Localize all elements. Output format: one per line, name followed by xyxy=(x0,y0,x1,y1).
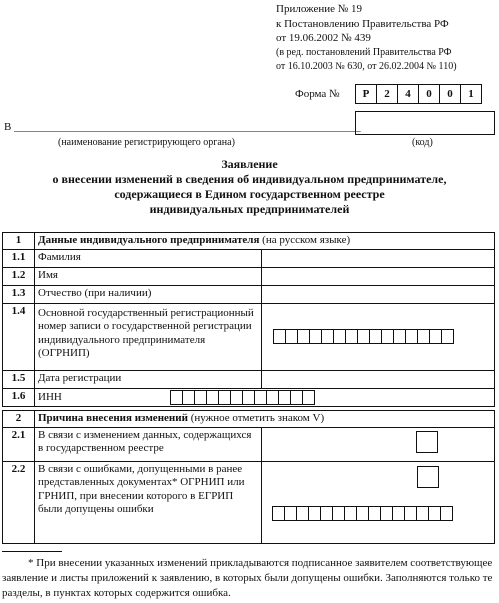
reason-change-checkbox[interactable] xyxy=(416,431,438,453)
header-line: от 19.06.2002 № 439 xyxy=(276,32,371,44)
ogrnip-cells[interactable] xyxy=(274,329,491,344)
header-line: (в ред. постановлений Правительства РФ xyxy=(276,46,452,58)
registering-organ-caption: (наименование регистрирующего органа) xyxy=(58,137,235,148)
name-input[interactable] xyxy=(262,267,495,285)
row-label: Имя xyxy=(35,267,262,285)
section-number: 2 xyxy=(3,411,35,428)
header-line: от 16.10.2003 № 630, от 26.02.2004 № 110) xyxy=(276,60,457,72)
document-title xyxy=(0,157,499,217)
registration-date-input[interactable] xyxy=(262,370,495,388)
reason-change-cell xyxy=(262,427,495,461)
row-label: ИНН xyxy=(38,390,62,403)
row-number: 2.2 xyxy=(3,461,35,543)
patronymic-input[interactable] xyxy=(262,285,495,303)
reason-error-checkbox-wrap xyxy=(265,466,491,493)
row-number: 1.2 xyxy=(3,267,35,285)
title-line: о внесении изменений в сведения об индивидуальном предпринимателе, xyxy=(52,172,447,186)
surname-input[interactable] xyxy=(262,249,495,267)
section-heading-bold: Причина внесения изменений xyxy=(38,412,188,424)
grnip-cells[interactable] xyxy=(273,506,491,521)
row-number: 1.6 xyxy=(3,388,35,406)
section-heading-note: (нужное отметить знаком V) xyxy=(187,412,325,424)
header-line: к Постановлению Правительства РФ xyxy=(276,17,449,30)
footnote: * При внесении указанных изменений прикладываются подписанное заявителем соответствующее заявление и листы приложений к заявлению, в которых были допущены ошибки. Заполняются только те разделы, в пунктах которых содержится ошибка. xyxy=(2,557,493,599)
form-number-label: Форма № xyxy=(295,88,340,100)
section-number: 1 xyxy=(3,233,35,250)
row-label: В связи с ошибками, допущенными в ранее представленных документах* ОГРНИП или ГРНИП, при внесении которого в ЕГРИП были допущены ошибки xyxy=(35,461,262,543)
form-code-cell: 4 xyxy=(397,84,419,104)
title-line: содержащиеся в Едином государственном реестре xyxy=(114,187,385,201)
form-code-cell: 0 xyxy=(439,84,461,104)
form-code-cell: 2 xyxy=(376,84,398,104)
section-heading-note: (на русском языке) xyxy=(259,234,351,246)
registering-organ-field[interactable]: В _______________________________________________________________ xyxy=(4,121,361,133)
row-label: Дата регистрации xyxy=(35,370,262,388)
footnote-divider xyxy=(2,551,62,552)
title-line: индивидуальных предпринимателей xyxy=(149,202,350,216)
row-number: 1.3 xyxy=(3,285,35,303)
reason-error-cell xyxy=(262,461,495,543)
section-2-table xyxy=(2,410,495,544)
form-code-cell: 1 xyxy=(460,84,482,104)
inn-cells[interactable] xyxy=(171,390,315,405)
inn-row xyxy=(35,388,495,406)
row-label: Основной государственный регистрационный номер записи о государственной регистрации индивидуального предпринимателя (ОГРНИП) xyxy=(35,303,262,370)
section-heading xyxy=(35,411,495,428)
row-number: 1.4 xyxy=(3,303,35,370)
section-heading-bold: Данные индивидуального предпринимателя xyxy=(38,234,260,246)
row-number: 1.5 xyxy=(3,370,35,388)
organ-code-caption: (код) xyxy=(412,137,433,148)
form-number-cells xyxy=(356,84,482,104)
organ-code-field[interactable] xyxy=(355,111,495,135)
ogrnip-input[interactable] xyxy=(262,303,495,370)
header-line: Приложение № 19 xyxy=(276,3,363,15)
title-line: Заявление xyxy=(221,157,278,171)
row-number: 2.1 xyxy=(3,427,35,461)
form-code-cell: 0 xyxy=(418,84,440,104)
row-label: Отчество (при наличии) xyxy=(35,285,262,303)
reason-error-checkbox[interactable] xyxy=(417,466,439,488)
row-label: Фамилия xyxy=(35,249,262,267)
row-number: 1.1 xyxy=(3,249,35,267)
section-1-table xyxy=(2,232,495,407)
section-heading xyxy=(35,233,495,250)
row-label: В связи с изменением данных, содержащихся в государственном реестре xyxy=(35,427,262,461)
form-code-cell: Р xyxy=(355,84,377,104)
appendix-header xyxy=(276,2,457,74)
